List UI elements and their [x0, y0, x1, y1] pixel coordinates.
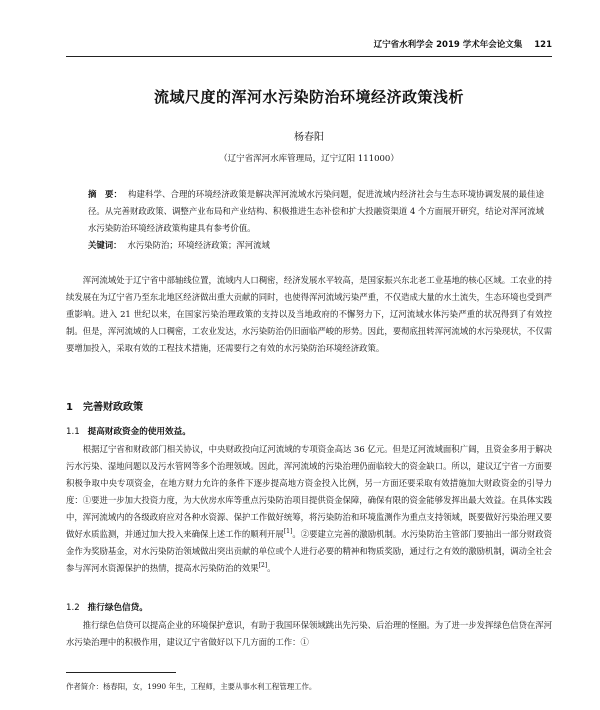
- section-1-1-text-a: 根据辽宁省和财政部门相关协议，中央财政投向辽河流域的专项资金高达 36 亿元。但是辽河流域面积广阔，且资金多用于解决污水污染、湿地问题以及污水管网等多个治理领域。因此，浑河流域的污染治理仍面临较大的资金缺口。所以，建议辽宁省一方面要积极争取中央专项资金，在地方财力允许的条件下逐步提高地方资金投入比例，另一方面还要采取有效措施加大财政资金的引导力度：①要进一步加大投资力度，为大伙房水库等重点污染防治项目提供资金保障，确保有限的资金能够发挥出最大效益。在具体实践中，浑河流域内的各级政府应对各种水资源、保护工作做好统筹，将污染防治和环境监测作为重点支持领域，既要做好污染治理又要做好水质监测，并通过加大投入来确保上述工作的顺利开展: [66, 444, 552, 539]
- section-1-1-title: 提高财政资金的使用效益。: [87, 427, 191, 437]
- affiliation: （辽宁省浑河水库管理局，辽宁辽阳 111000）: [219, 154, 399, 164]
- section-1-1-number: 1.1: [66, 427, 80, 437]
- section-1-2-title: 推行绿色信贷。: [87, 603, 148, 613]
- section-1-1-text-c: 。: [267, 563, 276, 573]
- section-1-2-paragraph: 推行绿色信贷可以提高企业的环境保护意识，有助于我国环保领域跳出先污染、后治理的怪圈。为了进一步发挥绿色信贷在浑河水污染治理中的积极作用，建议辽宁省做好以下几方面的工作：①: [66, 620, 552, 647]
- citation-1: [1]: [283, 528, 293, 536]
- abstract-label: 摘 要：: [88, 189, 122, 199]
- section-1-1-text-b: 。②要建立完善的激励机制。水污染防治主管部门要抽出一部分财政资金作为奖励基金，对水污染防治领域做出突出贡献的单位或个人进行必要的精神和物质奖励，通过行之有效的激励机制，调动全社会参与浑河水资源保护的热情，提高水污染防治的效果: [66, 529, 553, 573]
- section-1-2-heading: [66, 601, 148, 613]
- section-1-title: 完善财政政策: [82, 402, 143, 413]
- citation-2: [2]: [258, 562, 268, 570]
- author-footnote: 作者简介：杨春阳，女，1990 年生，工程师，主要从事水利工程管理工作。: [66, 682, 317, 691]
- keywords-text: 水污染防治；环境经济政策；浑河流域: [127, 240, 270, 250]
- keywords: [88, 237, 544, 254]
- intro-paragraph: 浑河流域处于辽宁省中部轴线位置，流域内人口稠密，经济发展水平较高，是国家振兴东北老工业基地的核心区域。工农业的持续发展在为辽宁省乃至东北地区经济做出重大贡献的同时，也使得浑河流域污染严重，不仅造成大量的水土流失，生态环境也受到严重影响。进入 21 世纪以来，在国家污染治理政策的支持以及当地政府的不懈努力下，辽河流域水体污染严重的状况得到了有效控制。但是，浑河流域的人口稠密，工农业发达，水污染防治仍旧面临严峻的形势。因此，要彻底扭转浑河流域的水污染现状，不仅需要增加投入，采取有效的工程技术措施，还需要行之有效的水污染防治环境经济政策。: [66, 275, 552, 353]
- abstract-text: 构建科学、合理的环境经济政策是解决浑河流域水污染问题，促进流域内经济社会与生态环境协调发展的最佳途径。从完善财政政策、调整产业布局和产业结构、积极推进生态补偿和扩大投融资渠道 4 个方面展开研究，结论对浑河流域水污染防治环境经济政策构建具有参考价值。: [88, 189, 545, 233]
- section-1-heading: [66, 398, 143, 413]
- paper-title: 流域尺度的浑河水污染防治环境经济政策浅析: [153, 88, 464, 106]
- keywords-label: 关键词：: [88, 240, 122, 250]
- abstract-paragraph: [88, 186, 544, 237]
- section-1-number: 1: [66, 402, 73, 413]
- running-header: [66, 38, 552, 52]
- abstract: [88, 186, 544, 254]
- section-1-2-number: 1.2: [66, 603, 80, 613]
- footnote-rule: [66, 672, 176, 673]
- section-1-1-paragraph: [66, 441, 552, 577]
- section-1-1-heading: [66, 425, 191, 437]
- header-rule: [66, 56, 552, 57]
- running-title: 辽宁省水利学会 2019 学术年会论文集: [373, 40, 523, 50]
- page-number: 121: [534, 40, 552, 50]
- author: 杨春阳: [294, 132, 324, 143]
